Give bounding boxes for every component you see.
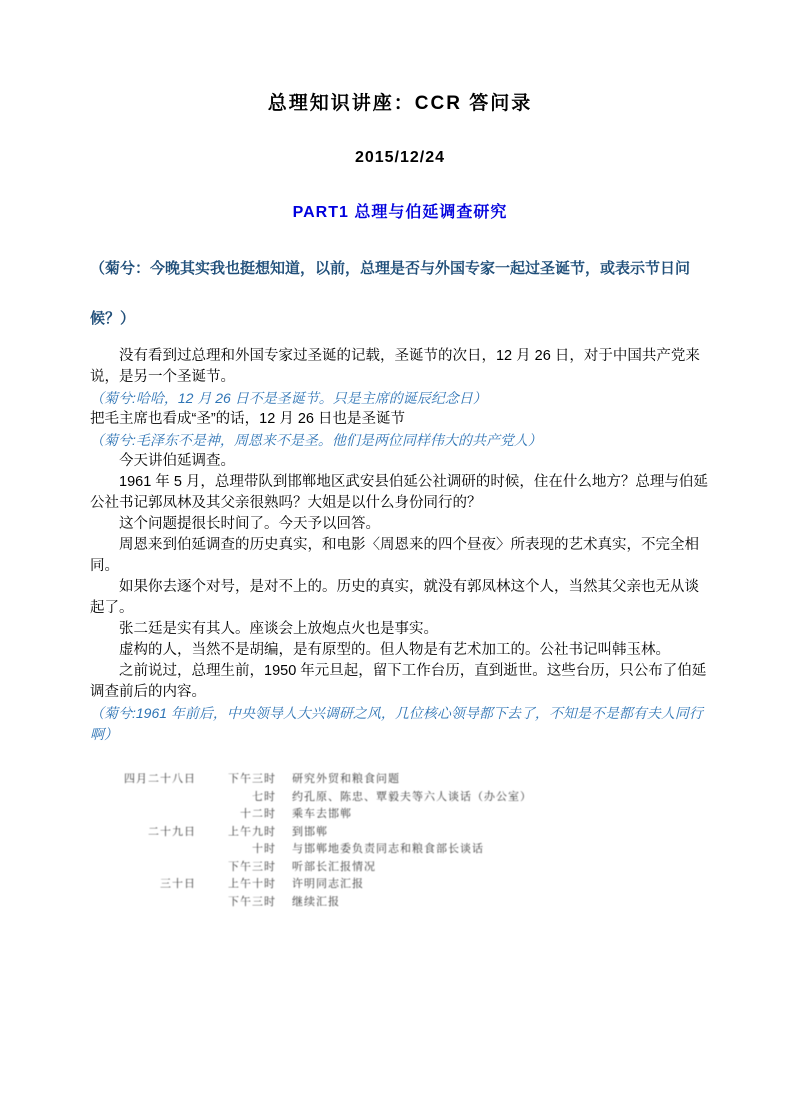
- calendar-time: 下午三时: [228, 895, 276, 908]
- calendar-activity: 研究外贸和粮食问题: [292, 773, 400, 785]
- calendar-row: [104, 859, 710, 877]
- calendar-row: [104, 876, 710, 894]
- calendar-row: [104, 894, 710, 912]
- calendar-time: 下午三时: [228, 860, 276, 873]
- calendar-activity: 与邯郸地委负责同志和粮食部长谈话: [292, 843, 484, 855]
- section-heading: PART1 总理与伯延调查研究: [292, 204, 508, 221]
- comment-paragraph: （菊兮:1961 年前后，中央领导人大兴调研之风，几位核心领导都下去了，不知是不是都有夫人同行啊）: [90, 705, 703, 742]
- document-date: 2015/12/24: [354, 149, 446, 166]
- calendar-date: [104, 859, 196, 877]
- calendar-row: [104, 771, 710, 789]
- body-paragraph: 张二廷是实有其人。座谈会上放炮点火也是事实。: [119, 621, 438, 637]
- calendar-activity: 听部长汇报情况: [292, 860, 376, 873]
- comment-paragraph: （菊兮：今晚其实我也挺想知道，以前，总理是否与外国专家一起过圣诞节，或表示节日问候？）: [90, 260, 691, 327]
- calendar-row: [104, 806, 710, 824]
- calendar-activity: 乘车去邯郸: [292, 808, 352, 820]
- calendar-time: 七时: [252, 790, 276, 803]
- calendar-time: 十时: [252, 843, 276, 855]
- calendar-date: [104, 894, 196, 912]
- comment-paragraph: （菊兮:哈哈，12 月 26 日不是圣诞节。只是主席的诞辰纪念日）: [90, 390, 487, 406]
- comment-paragraph: （菊兮:毛泽东不是神，周恩来不是圣。他们是两位同样伟大的共产党人）: [90, 432, 542, 448]
- document-body: [90, 244, 710, 745]
- body-paragraph: 这个问题提很长时间了。今天予以回答。: [119, 516, 380, 532]
- calendar-activity: 约孔原、陈忠、覃毅夫等六人谈话（办公室）: [292, 790, 532, 803]
- calendar-date: [104, 841, 196, 859]
- body-paragraph: 之前说过，总理生前，1950 年元旦起，留下工作台历，直到逝世。这些台历，只公布了伯延调查前后的内容。: [90, 663, 707, 700]
- calendar-date: [104, 789, 196, 807]
- body-paragraph: 如果你去逐个对号，是对不上的。历史的真实，就没有郭凤林这个人，当然其父亲也无从谈起了。: [90, 579, 699, 616]
- body-paragraph: 1961 年 5 月，总理带队到邯郸地区武安县伯延公社调研的时候，住在什么地方？总理与伯延公社书记郭凤林及其父亲很熟吗？大姐是以什么身份同行的？: [90, 474, 708, 511]
- body-paragraph: 周恩来到伯延调查的历史真实，和电影〈周恩来的四个昼夜〉所表现的艺术真实，不完全相同。: [90, 537, 699, 574]
- body-paragraph: 把毛主席也看成“圣”的话，12 月 26 日也是圣诞节: [90, 411, 405, 427]
- calendar-date: 二十九日: [148, 825, 196, 838]
- calendar-scan-image: [104, 771, 710, 911]
- calendar-time: 下午三时: [228, 773, 276, 785]
- calendar-row: [104, 789, 710, 807]
- calendar-date: 三十日: [160, 878, 196, 890]
- calendar-activity: 许明同志汇报: [292, 878, 364, 890]
- calendar-activity: 到邯郸: [292, 825, 328, 838]
- calendar-row: [104, 841, 710, 859]
- document-title: 总理知识讲座：CCR 答问录: [267, 93, 533, 114]
- document-page: [90, 0, 710, 911]
- calendar-time: 上午九时: [228, 825, 276, 838]
- calendar-date: [104, 806, 196, 824]
- body-paragraph: 今天讲伯延调查。: [119, 453, 235, 469]
- body-paragraph: 没有看到过总理和外国专家过圣诞的记载，圣诞节的次日，12 月 26 日，对于中国共产党来说，是另一个圣诞节。: [90, 348, 700, 385]
- calendar-activity: 继续汇报: [292, 895, 340, 908]
- body-paragraph: 虚构的人，当然不是胡编，是有原型的。但人物是有艺术加工的。公社书记叫韩玉林。: [119, 642, 670, 658]
- calendar-time: 十二时: [240, 808, 276, 820]
- calendar-time: 上午十时: [228, 878, 276, 890]
- calendar-row: [104, 824, 710, 842]
- calendar-date: 四月二十八日: [124, 773, 196, 785]
